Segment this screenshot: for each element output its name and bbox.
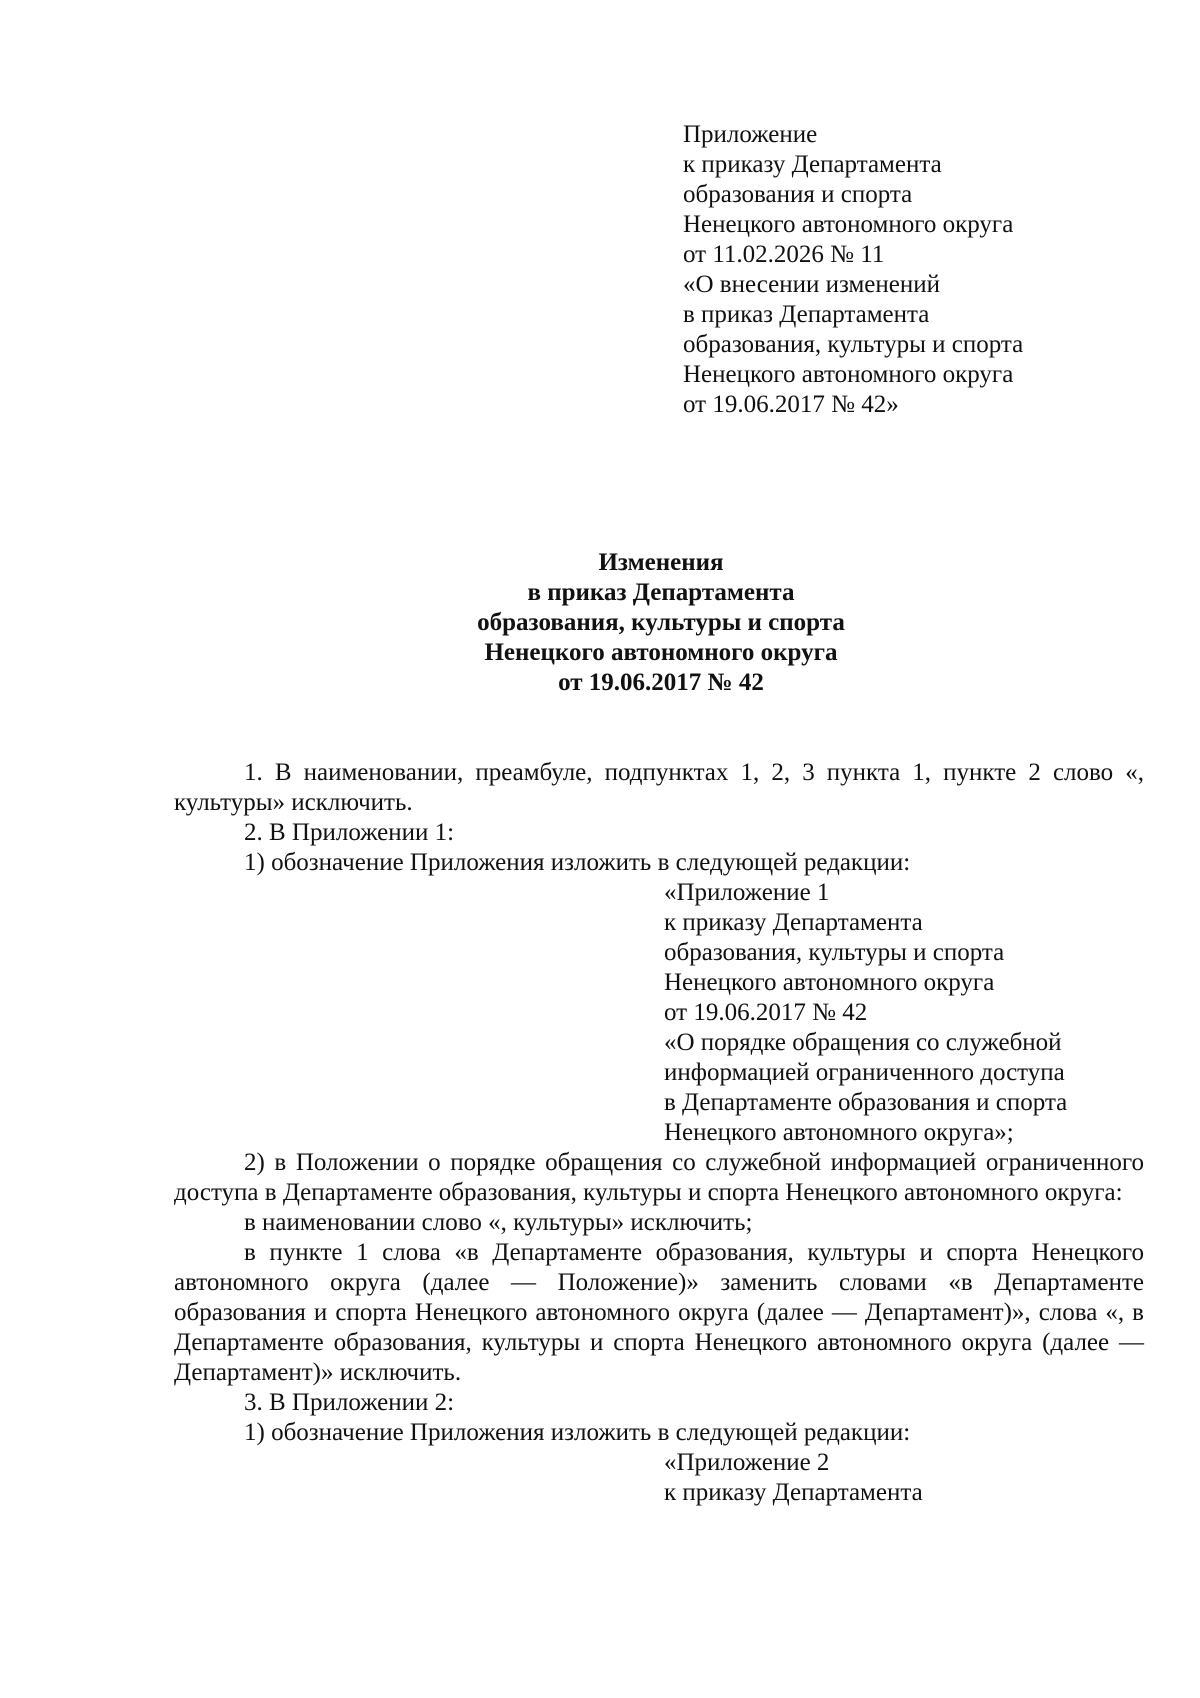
quote-line: Ненецкого автономного округа	[664, 969, 995, 996]
appendix-line: образования, культуры и спорта	[683, 331, 1024, 358]
title-line: образования, культуры и спорта	[477, 609, 845, 636]
quote-line: «Приложение 2	[664, 1449, 830, 1476]
quote-line: «Приложение 1	[664, 879, 830, 906]
paragraph-8: 1) обозначение Приложения изложить в следующей редакции:	[244, 1419, 911, 1446]
quote-line: информацией ограниченного доступа	[664, 1059, 1065, 1086]
document-body	[174, 758, 1144, 1508]
appendix-line: от 11.02.2026 № 11	[683, 241, 885, 268]
appendix-line: Ненецкого автономного округа	[683, 211, 1014, 238]
quote-line: в Департаменте образования и спорта	[664, 1089, 1068, 1116]
paragraph-5: в наименовании слово «, культуры» исключить;	[244, 1209, 753, 1236]
document-title	[0, 548, 1200, 698]
quoted-appendix-2	[664, 1448, 1144, 1508]
quote-line: Ненецкого автономного округа»;	[664, 1119, 1014, 1146]
paragraph-2: 2. В Приложении 1:	[244, 819, 455, 846]
title-line: от 19.06.2017 № 42	[558, 669, 764, 696]
paragraph-3: 1) обозначение Приложения изложить в следующей редакции:	[244, 849, 911, 876]
paragraph-1: 1. В наименовании, преамбуле, подпунктах 1, 2, 3 пункта 1, пункте 2 слово «, культуры» исключить.	[174, 759, 1144, 816]
appendix-line: Приложение	[683, 121, 818, 148]
title-line: в приказ Департамента	[527, 579, 795, 606]
appendix-line: Ненецкого автономного округа	[683, 361, 1014, 388]
title-line: Ненецкого автономного округа	[484, 639, 838, 666]
paragraph-4: 2) в Положении о порядке обращения со служебной информацией ограниченного доступа в Департаменте образования, культуры и спорта Ненецкого автономного округа:	[174, 1149, 1144, 1206]
appendix-line: «О внесении изменений	[683, 271, 941, 298]
paragraph-6: в пункте 1 слова «в Департаменте образования, культуры и спорта Ненецкого автономного округа (далее — Положение)» заменить словами «в Департаменте образования и спорта Ненецкого автономного округа (далее — Департамент)», слова «, в Департаменте образования, культуры и спорта Ненецкого автономного округа (далее — Департамент)» исключить.	[174, 1239, 1144, 1386]
quoted-appendix-1	[664, 878, 1144, 1148]
appendix-header	[683, 120, 1023, 420]
paragraph-7: 3. В Приложении 2:	[244, 1389, 455, 1416]
appendix-line: в приказ Департамента	[683, 301, 930, 328]
quote-line: от 19.06.2017 № 42	[664, 999, 868, 1026]
quote-line: к приказу Департамента	[664, 909, 923, 936]
appendix-line: образования и спорта	[683, 181, 913, 208]
quote-line: «О порядке обращения со служебной	[664, 1029, 1062, 1056]
quote-line: к приказу Департамента	[664, 1479, 923, 1506]
quote-line: образования, культуры и спорта	[664, 939, 1005, 966]
appendix-line: от 19.06.2017 № 42»	[683, 391, 899, 418]
appendix-line: к приказу Департамента	[683, 151, 942, 178]
title-line: Изменения	[598, 549, 724, 576]
